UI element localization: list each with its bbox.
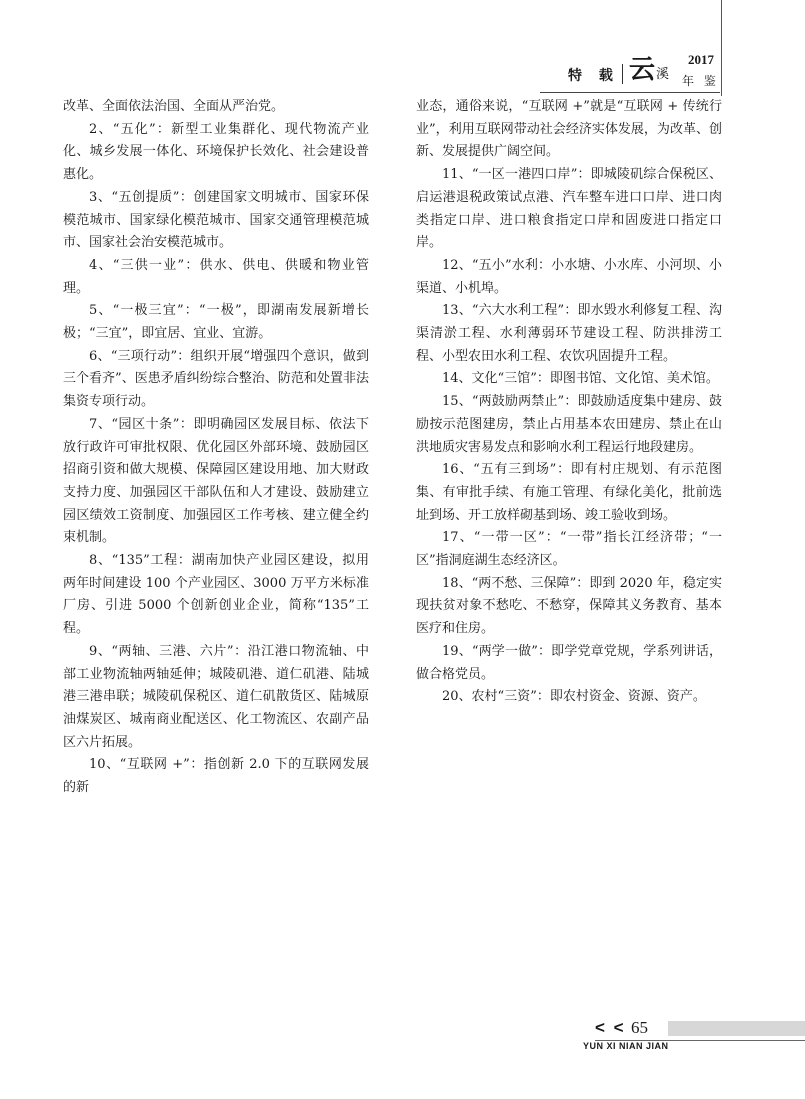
left-column [63, 96, 369, 800]
paragraph: 14、文化“三馆”：即图书馆、文化馆、美术馆。 [442, 371, 719, 387]
paragraph: 19、“两学一做”：即学党章党规，学系列讲话，做合格党员。 [416, 643, 722, 682]
paragraph: 11、“一区一港四口岸”：即城陵矶综合保税区、启运港退税政策试点港、汽车整车进口口岸、进口肉类指定口岸、进口粮食指定口岸和固废进口指定口岸。 [416, 167, 722, 251]
paragraph: 6、“三项行动”：组织开展“增强四个意识，做到三个看齐”、医患矛盾纠纷综合整治、防范和处置非法集资专项行动。 [63, 348, 369, 410]
right-column [416, 96, 722, 709]
paragraph: 8、“135”工程：湖南加快产业园区建设，拟用两年时间建设 100 个产业园区、3000 万平方米标准厂房、引进 5000 个创新创业企业，简称“135”工程。 [63, 553, 369, 637]
paragraph: 16、“五有三到场”：即有村庄规划、有示范图集、有审批手续、有施工管理、有绿化美化，批前选址到场、开工放样砌基到场、竣工验收到场。 [416, 462, 722, 523]
paragraph: 5、“一极三宜”：“一极”，即湖南发展新增长极；“三宜”，即宜居、宜业、宜游。 [63, 303, 369, 342]
yearbook-logo-sub: 溪 [656, 67, 670, 82]
header-year: 2017 [688, 52, 714, 67]
paragraph: 12、“五小”水利：小水塘、小水库、小河坝、小渠道、小机埠。 [416, 257, 722, 296]
paragraph: 9、“两轴、三港、六片”：沿江港口物流轴、中部工业物流轴两轴延伸；城陵矶港、道仁矶港、陆城港三港串联；城陵矶保税区、道仁矶散货区、陆城原油煤炭区、城南商业配送区、化工物流区、农副产品区六片拓展。 [63, 643, 369, 750]
paragraph: 3、“五创提质”：创建国家文明城市、国家环保模范城市、国家绿化模范城市、国家交通管理模范城市、国家社会治安模范城市。 [63, 189, 369, 251]
yearbook-logo-main: 云 [629, 55, 656, 85]
paragraph: 业态，通俗来说，“互联网 +”就是“互联网 + 传统行业”，利用互联网带动社会经济实体发展，为改革、创新、发展提供广阔空间。 [416, 99, 722, 160]
section-label: 特 载 [568, 68, 619, 84]
paragraph: 17、“一带一区”：“一带”指长江经济带；“一区”指洞庭湖生态经济区。 [416, 530, 722, 569]
publication-name: YUN XI NIAN JIAN [583, 1041, 669, 1051]
paragraph: 7、“园区十条”：即明确园区发展目标、依法下放行政许可审批权限、优化园区外部环境、鼓励园区招商引资和做大规模、保障园区建设用地、加大财政支持力度、加强园区干部队伍和人才建设、鼓励建立园区绩效工资制度、加强园区工作考核、建立健全约束机制。 [63, 416, 369, 546]
paragraph: 15、“两鼓励两禁止”：即鼓励适度集中建房、鼓励按示范图建房，禁止占用基本农田建房、禁止在山洪地质灾害易发点和影响水利工程运行地段建房。 [416, 394, 722, 455]
footer-gray-bar [668, 1021, 805, 1036]
paragraph: 2、“五化”：新型工业集群化、现代物流产业化、城乡发展一体化、环境保护长效化、社会建设普惠化。 [63, 121, 369, 183]
paragraph: 改革、全面依法治国、全面从严治党。 [63, 99, 285, 114]
header-underline [540, 92, 720, 93]
paragraph: 20、农村“三资”：即农村资金、资源、资产。 [442, 689, 706, 705]
running-header [540, 48, 719, 93]
header-year-label: 年 鉴 [682, 74, 719, 88]
paragraph: 13、“六大水利工程”：即水毁水利修复工程、沟渠清淤工程、水利薄弱环节建设工程、防洪排涝工程、小型农田水利工程、农饮巩固提升工程。 [416, 303, 722, 364]
top-vertical-rule [721, 0, 722, 96]
paragraph: 10、“互联网 +”：指创新 2.0 下的互联网发展的新 [63, 757, 369, 796]
paragraph: 18、“两不愁、三保障”：即到 2020 年，稳定实现扶贫对象不愁吃、不愁穿，保障其义务教育、基本医疗和住房。 [416, 575, 722, 637]
header-separator [622, 64, 623, 84]
paragraph: 4、“三供一业”：供水、供电、供暖和物业管理。 [63, 257, 369, 296]
page-arrows: < < [595, 1018, 626, 1037]
page-number: 65 [631, 1018, 648, 1037]
page-footer [583, 1018, 805, 1058]
